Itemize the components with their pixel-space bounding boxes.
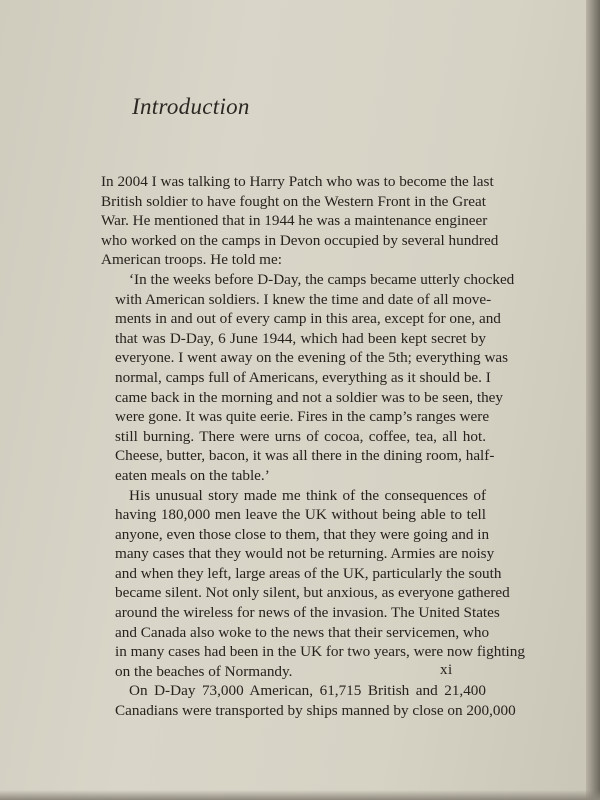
text-line: On D-Day 73,000 American, 61,715 British and 21,400 — [129, 682, 486, 700]
text-line: Cheese, butter, bacon, it was all there in the dining room, half- — [115, 447, 495, 465]
page-bottom-shadow — [0, 790, 600, 800]
page-number: xi — [440, 662, 453, 678]
text-line: ments in and out of every camp in this area, except for one, and — [115, 310, 501, 328]
text-line: normal, camps full of Americans, everything as it should be. I — [115, 368, 491, 386]
text-line: Canadians were transported by ships manned by close on 200,000 — [115, 702, 516, 720]
text-line: were gone. It was quite eerie. Fires in the camp’s ranges were — [115, 408, 490, 426]
text-line: everyone. I went away on the evening of the 5th; everything was — [115, 349, 509, 367]
paragraph-1 — [101, 172, 499, 270]
text-line: still burning. There were urns of cocoa, coffee, tea, all hot. — [115, 427, 486, 445]
text-line: British soldier to have fought on the Western Front in the Great — [101, 192, 486, 210]
page-edge-shadow — [586, 0, 600, 800]
text-line: many cases that they would not be returning. Armies are noisy — [115, 545, 495, 563]
text-line: War. He mentioned that in 1944 he was a maintenance engineer — [101, 212, 488, 230]
chapter-title: Introduction — [132, 94, 250, 119]
text-line: who worked on the camps in Devon occupied by several hundred — [101, 231, 499, 249]
text-line: became silent. Not only silent, but anxious, as everyone gathered — [115, 584, 510, 602]
text-line: in many cases had been in the UK for two years, were now fighting — [115, 643, 525, 661]
paragraph-4 — [101, 681, 516, 720]
body-text — [101, 172, 525, 721]
text-line: having 180,000 men leave the UK without being able to tell — [115, 506, 486, 524]
text-line: and Canada also woke to the news that their servicemen, who — [115, 623, 490, 641]
text-line: that was D-Day, 6 June 1944, which had been kept secret by — [115, 329, 486, 347]
text-line: and when they left, large areas of the UK, particularly the south — [115, 564, 502, 582]
text-line: ‘In the weeks before D-Day, the camps became utterly chocked — [129, 270, 515, 288]
text-line: In 2004 I was talking to Harry Patch who was to become the last — [101, 173, 494, 190]
text-line: with American soldiers. I knew the time and date of all move- — [115, 290, 492, 308]
paragraph-3 — [101, 486, 525, 682]
text-line: around the wireless for news of the invasion. The United States — [115, 604, 500, 622]
paragraph-2 — [101, 270, 515, 486]
text-line: His unusual story made me think of the consequences of — [129, 486, 486, 504]
text-line: eaten meals on the table.’ — [115, 466, 270, 484]
text-line: came back in the morning and not a soldier was to be seen, they — [115, 388, 504, 406]
text-line: on the beaches of Normandy. — [115, 662, 293, 680]
text-line: American troops. He told me: — [101, 251, 282, 269]
text-line: anyone, even those close to them, that they were going and in — [115, 525, 490, 543]
